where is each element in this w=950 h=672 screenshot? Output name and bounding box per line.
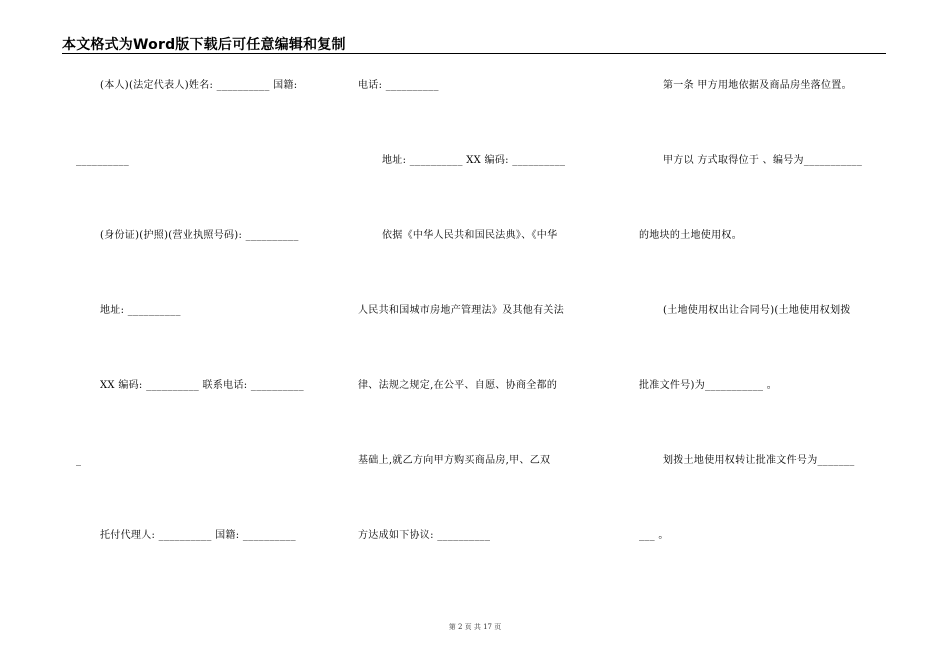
text-line: 批准文件号)为___________ 。 [639, 380, 778, 391]
text-line: 律、法规之规定,在公平、自愿、协商全都的 [358, 380, 558, 391]
text-line: _ [76, 455, 82, 466]
text-line: 托付代理人: __________ 国籍: __________ [100, 530, 296, 541]
page-header-title: 本文格式为Word版下载后可任意编辑和复制 [62, 37, 346, 53]
text-line: 人民共和国城市房地产管理法》及其他有关法 [358, 305, 564, 316]
text-line: XX 编码: __________ 联系电话: __________ [100, 380, 304, 391]
text-line: __________ [76, 155, 129, 166]
text-line: 甲方以 方式取得位于 、编号为___________ [663, 155, 863, 166]
text-line: 地址: __________ [100, 305, 181, 316]
text-line: (身份证)(护照)(营业执照号码): __________ [100, 230, 299, 241]
text-line: 电话: __________ [358, 80, 439, 91]
text-line: 地址: __________ XX 编码: __________ [382, 155, 566, 166]
text-line: 划拨土地使用权转让批准文件号为_______ [663, 455, 855, 466]
text-line: 第一条 甲方用地依据及商品房坐落位置。 [663, 80, 852, 91]
text-line: 基础上,就乙方向甲方购买商品房,甲、乙双 [358, 455, 551, 466]
text-line: ___ 。 [639, 530, 669, 541]
text-line: 依据《中华人民共和国民法典》、《中华 [382, 230, 558, 241]
text-line: 方达成如下协议: __________ [358, 530, 491, 541]
text-line: (本人)(法定代表人)姓名: __________ 国籍: [100, 80, 298, 91]
text-line: 的地块的土地使用权。 [639, 230, 742, 241]
text-line: (土地使用权出让合同号)(土地使用权划拨 [663, 305, 851, 316]
page-footer: 第 2 页 共 17 页 [448, 623, 502, 631]
header-divider [62, 53, 886, 54]
